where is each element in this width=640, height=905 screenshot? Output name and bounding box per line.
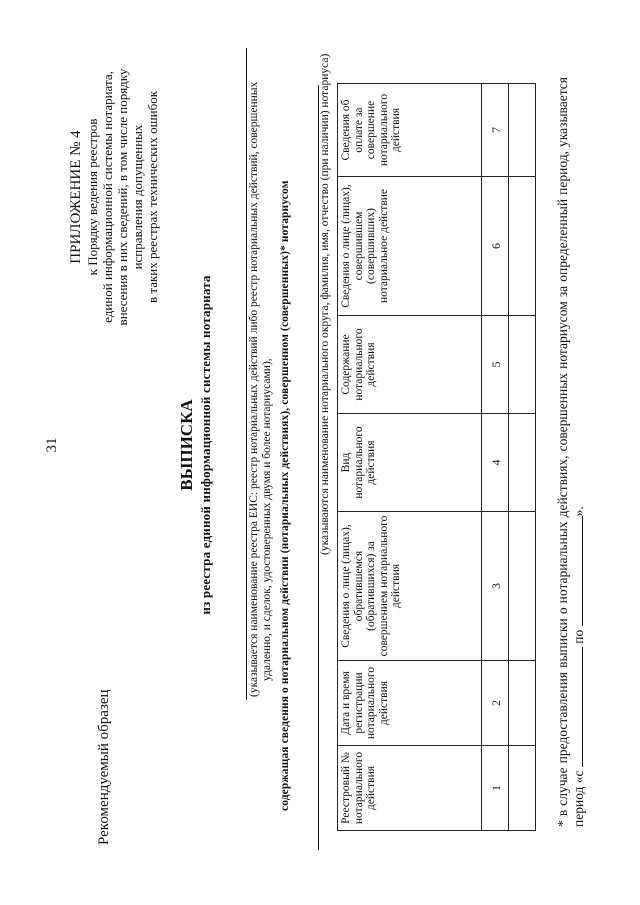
column-number-row <box>482 84 509 831</box>
column-header: Дата и время регистрации нотариального действия <box>338 661 482 746</box>
content-description-line: содержащая сведения о нотариальном действии (нотариальных действиях), совершенном (совершенных)* нотариусом <box>279 180 291 811</box>
column-number: 2 <box>482 661 509 746</box>
appendix-block <box>68 37 160 357</box>
column-number: 6 <box>482 177 509 316</box>
document-subtitle: из реестра единой информационной системы нотариата <box>198 275 213 615</box>
column-number: 4 <box>482 414 509 512</box>
period-to-blank <box>571 516 583 626</box>
page-number: 31 <box>44 437 60 453</box>
table-cell <box>509 661 536 746</box>
column-header: Вид нотариального действия <box>338 414 482 512</box>
footnote-by: по <box>571 629 586 644</box>
column-header: Сведения об оплате за совершение нотариального действия <box>338 84 482 177</box>
table-header-row <box>338 84 482 831</box>
appendix-line: исправления допущенных <box>130 124 145 270</box>
table-cell <box>509 746 536 831</box>
footnote-end: ». <box>571 506 586 517</box>
table-row <box>509 84 536 831</box>
appendix-line: единой информационной системы нотариата, <box>100 71 115 323</box>
column-number: 1 <box>482 746 509 831</box>
table-cell <box>509 84 536 177</box>
table-cell <box>509 414 536 512</box>
column-header: Сведения о лице (лицах), совершившем (совершивших) нотариальное действие <box>338 177 482 316</box>
recommended-sample-label: Рекомендуемый образец <box>96 689 112 845</box>
footnote-text: * в случае предоставления выписки о нотариальных действиях, совершенных нотариусом за определенный период, указывается период «с <box>555 77 586 827</box>
appendix-line: к Порядку ведения реестров <box>85 118 100 276</box>
footnote <box>555 77 587 827</box>
extract-table <box>337 83 536 831</box>
notary-hint: (указываются наименование нотариального округа, фамилия, имя, отчество (при наличии) нотариуса) <box>319 53 331 555</box>
table-cell <box>509 177 536 316</box>
column-header: Сведения о лице (лицах), обратившемся (обратившихся) за совершением нотариального действия <box>338 512 482 661</box>
column-number: 7 <box>482 84 509 177</box>
column-number: 3 <box>482 512 509 661</box>
period-from-blank <box>571 647 583 767</box>
registry-hint-line2: удаленно, и сделок, удостоверенных двумя и более нотариусами), <box>261 358 273 681</box>
column-header: Реестровый № нотариального действия <box>338 746 482 831</box>
appendix-line: внесения в них сведений, в том числе порядку <box>115 68 130 326</box>
document-title: ВЫПИСКА <box>177 399 196 491</box>
column-number: 5 <box>482 316 509 414</box>
table-cell <box>509 512 536 661</box>
registry-name-blank-line <box>246 48 247 700</box>
appendix-line: в таких реестрах технических ошибок <box>145 90 160 304</box>
table-cell <box>509 316 536 414</box>
registry-hint-line1: (указывается наименование реестра ЕИС: реестр нотариальных действий либо реестр нотариальных действий, совершенных <box>248 81 260 697</box>
column-header: Содержание нотариального действия <box>338 316 482 414</box>
appendix-title: ПРИЛОЖЕНИЕ № 4 <box>68 130 84 264</box>
